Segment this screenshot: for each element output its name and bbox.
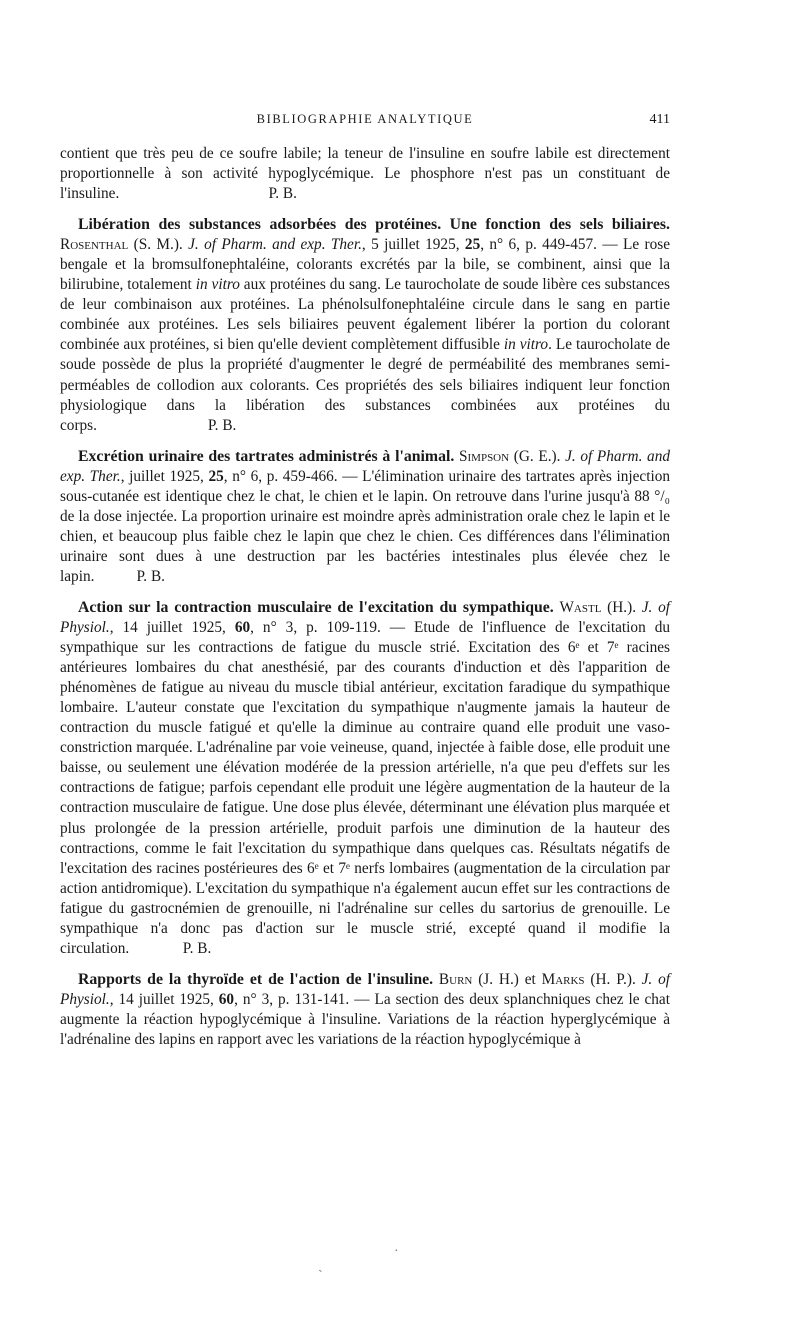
- entry-issue-pages: , n° 6, p. 459-466.: [223, 467, 338, 485]
- entry-issue-pages: , n° 3, p. 131-141.: [234, 990, 350, 1008]
- page-number: 411: [649, 112, 670, 127]
- entry-author: Simpson: [459, 447, 510, 465]
- signature: P. B.: [136, 567, 165, 585]
- entry-date: , 5 juillet 1925,: [361, 236, 465, 254]
- entry-volume: 60: [234, 619, 251, 637]
- abstract-entry: [60, 598, 670, 959]
- entry-initials: (J. H.) et: [472, 970, 542, 988]
- abstract-entry: [60, 215, 670, 436]
- signature: P. B.: [182, 939, 212, 957]
- continuation-paragraph: [60, 144, 670, 204]
- entry-journal: J. of Pharm. and exp. Ther.: [60, 447, 671, 485]
- entry-body-continued: . Le taurocholate de soude possède de plus la propriété d'augmenter le degré de perméabilité des membranes semi-perméables de collodion aux colorants. Ces propriétés des sels biliaires indiquent leur fonction physiologique dans la libération des substances combinées aux protéines du corps.: [60, 336, 671, 434]
- entry-volume: 25: [464, 236, 481, 254]
- entry-italic-phrase: in vitro: [195, 276, 240, 294]
- entry-initials: (S. M.).: [128, 236, 189, 254]
- entry-journal: J. of Physiol.: [60, 970, 670, 1008]
- entry-title: Excrétion urinaire des tartrates administrés à l'animal.: [78, 447, 455, 465]
- entry-initials: (H.).: [601, 598, 642, 616]
- entry-author: Burn: [438, 970, 473, 988]
- running-title: BIBLIOGRAPHIE ANALYTIQUE: [256, 112, 474, 126]
- entry-author: Wastl: [559, 598, 602, 616]
- entry-initials: (G. E.).: [509, 447, 566, 465]
- entry-title: Action sur la contraction musculaire de l'excitation du sympathique.: [78, 598, 554, 616]
- entry-body: — Etude de l'influence de l'excitation du sympathique sur les contractions de fatigue du muscle strié. Excitation des 6ᵉ et 7ᵉ racines antérieures lombaires du chat anesthésié, par des courants d'induction et dès l'apparition de phénomènes de fatigue au niveau du muscle tibial antérieur, excitation faradique du sympathique lombaire. L'auteur constate que l'excitation du sympathique n'augmente jamais la hauteur de contraction du muscle fatigué et qu'elle la diminue au contraire quand elle produit une vaso-constriction marquée. L'adrénaline par voie veineuse, quand, injectée à faible dose, elle produit une baisse, ou seulement une élévation modérée de la pression artérielle, n'a que peu d'effets sur les contractions de fatigue; parfois cependant elle produit une légère augmentation de la hauteur de la contraction musculaire de fatigue. Une dose plus élevée, déterminant une élévation plus marquée et plus prolongée de la pression artérielle, produit parfois une diminution de la hauteur des contractions, comme le fait l'excitation du sympathique dans quelques cas. Résultats négatifs de l'excitation des racines postérieures des 6ᵉ et 7ᵉ nerfs lombaires (augmentation de la circulation par action antidromique). L'excitation du sympathique n'a également aucun effet sur les contractions de fatigue du gastrocnémien de grenouille, ni l'adrénaline sur celles du sartorius de grenouille. Le sympathique n'a donc pas d'action sur le muscle strié, excepté quand il modifie la circulation.: [60, 619, 671, 957]
- entry-initials: (H. P.).: [584, 970, 642, 988]
- running-header: [60, 112, 670, 132]
- entry-title: Rapports de la thyroïde et de l'action de l'insuline.: [78, 970, 434, 988]
- signature: P. B.: [207, 416, 237, 434]
- entry-body: — La section des deux splanchniques chez le chat augmente la réaction hypoglycémique à l'insuline. Variations de la réaction hyperglycémique à l'adrénaline des lapins en rapport avec les variations de la réaction hypoglycémique à: [60, 990, 670, 1048]
- entry-date: , 14 juillet 1925,: [109, 990, 219, 1008]
- abstract-entry: [60, 447, 670, 587]
- text-body: [60, 144, 670, 1050]
- print-speck: ·: [394, 1244, 399, 1259]
- entry-body-continued: aux protéines du sang. Le taurocholate de soude libère ces substances de leur combinaison aux protéines. La phénolsulfonephtaléine circule dans le sang en partie combinée aux protéines. Les sels biliaires peuvent également libérer la portion du colorant combinée aux protéines, si bien qu'elle devient complètement diffusible: [60, 276, 671, 354]
- entry-italic-phrase: in vitro: [503, 336, 549, 354]
- entry-date: , juillet 1925,: [120, 467, 209, 485]
- entry-volume: 25: [208, 467, 224, 485]
- continuation-text: contient que très peu de ce soufre labile; la teneur de l'insuline en soufre labile est directement proportionnelle à son activité hypoglycémique. Le phosphore n'est pas un constituant de l'insuline.: [60, 145, 670, 203]
- entry-journal: J. of Pharm. and exp. Ther.: [188, 236, 362, 254]
- entry-author: Marks: [541, 970, 585, 988]
- entry-issue-pages: , n° 3, p. 109-119.: [250, 619, 381, 637]
- entry-title: Libération des substances adsorbées des protéines. Une fonction des sels biliaires.: [78, 216, 670, 234]
- entry-volume: 60: [218, 990, 235, 1008]
- entry-author: Rosenthal: [60, 236, 129, 254]
- entry-journal: J. of Physiol.: [60, 598, 670, 637]
- entry-date: , 14 juillet 1925,: [109, 619, 235, 637]
- abstract-entry: [60, 970, 670, 1050]
- entry-body: — Le rose bengale et la bromsulfonephtaléine, colorants excrétés par la bile, se combinent, ainsi que la bilirubine, totalement: [60, 236, 670, 294]
- entry-issue-pages: , n° 6, p. 449-457.: [480, 236, 597, 254]
- print-speck: ˎ: [318, 1258, 323, 1273]
- signature: P. B.: [268, 185, 297, 203]
- entry-body: — L'élimination urinaire des tartrates après injection sous-cutanée est identique chez le chat, le chien et le lapin. On retrouve dans l'urine jusqu'à 88 °/₀ de la dose injectée. La proportion urinaire est moindre après administration orale chez le lapin et le chien, et beaucoup plus faible chez le lapin que chez le chien. Ces différences dans l'élimination urinaire sont dues à une destruction par les bactéries intestinales plus élevée chez le lapin.: [60, 467, 670, 585]
